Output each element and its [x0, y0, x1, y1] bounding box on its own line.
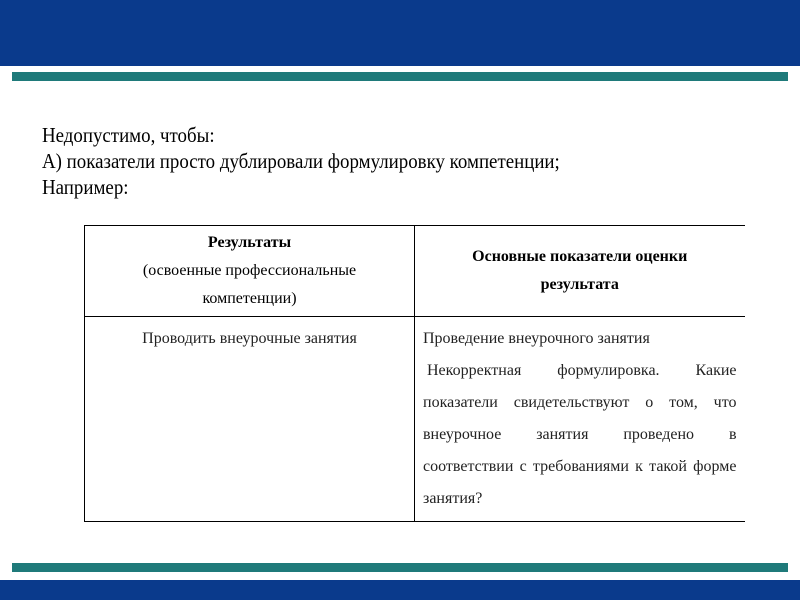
intro-line-2: А) показатели просто дублировали формулировку компетенции; [42, 149, 560, 173]
bottom-banner [0, 580, 800, 600]
indicator-comment: Некорректная формулировка. Какие показатели свидетельствуют о том, что внеурочное занятия проведено в соответствии с требованиями к такой форме занятия? [423, 362, 737, 507]
indicator-content [415, 317, 745, 521]
table-row [85, 317, 745, 522]
header-indicators [415, 226, 745, 317]
intro-text [42, 122, 690, 200]
header-results-line-1: Результаты [207, 234, 292, 251]
header-indicators-line-1: Основные показатели оценки [472, 248, 688, 265]
top-accent-stripe [12, 72, 788, 81]
result-text: Проводить внеурочные занятия [142, 330, 357, 347]
intro-line-3: Например: [42, 175, 129, 199]
cell-result [85, 317, 415, 522]
cell-indicator [415, 317, 745, 522]
header-indicators-line-2: результата [540, 276, 619, 293]
top-banner [0, 0, 800, 66]
header-results-line-3: компетенции) [202, 290, 297, 307]
table-header-row [85, 226, 745, 317]
indicator-text: Проведение внеурочного занятия [423, 330, 650, 347]
results-table [84, 225, 745, 522]
intro-line-1: Недопустимо, чтобы: [42, 123, 215, 147]
header-results-line-2: (освоенные профессиональные [142, 262, 357, 279]
header-results [85, 226, 415, 317]
bottom-accent-stripe [12, 563, 788, 572]
